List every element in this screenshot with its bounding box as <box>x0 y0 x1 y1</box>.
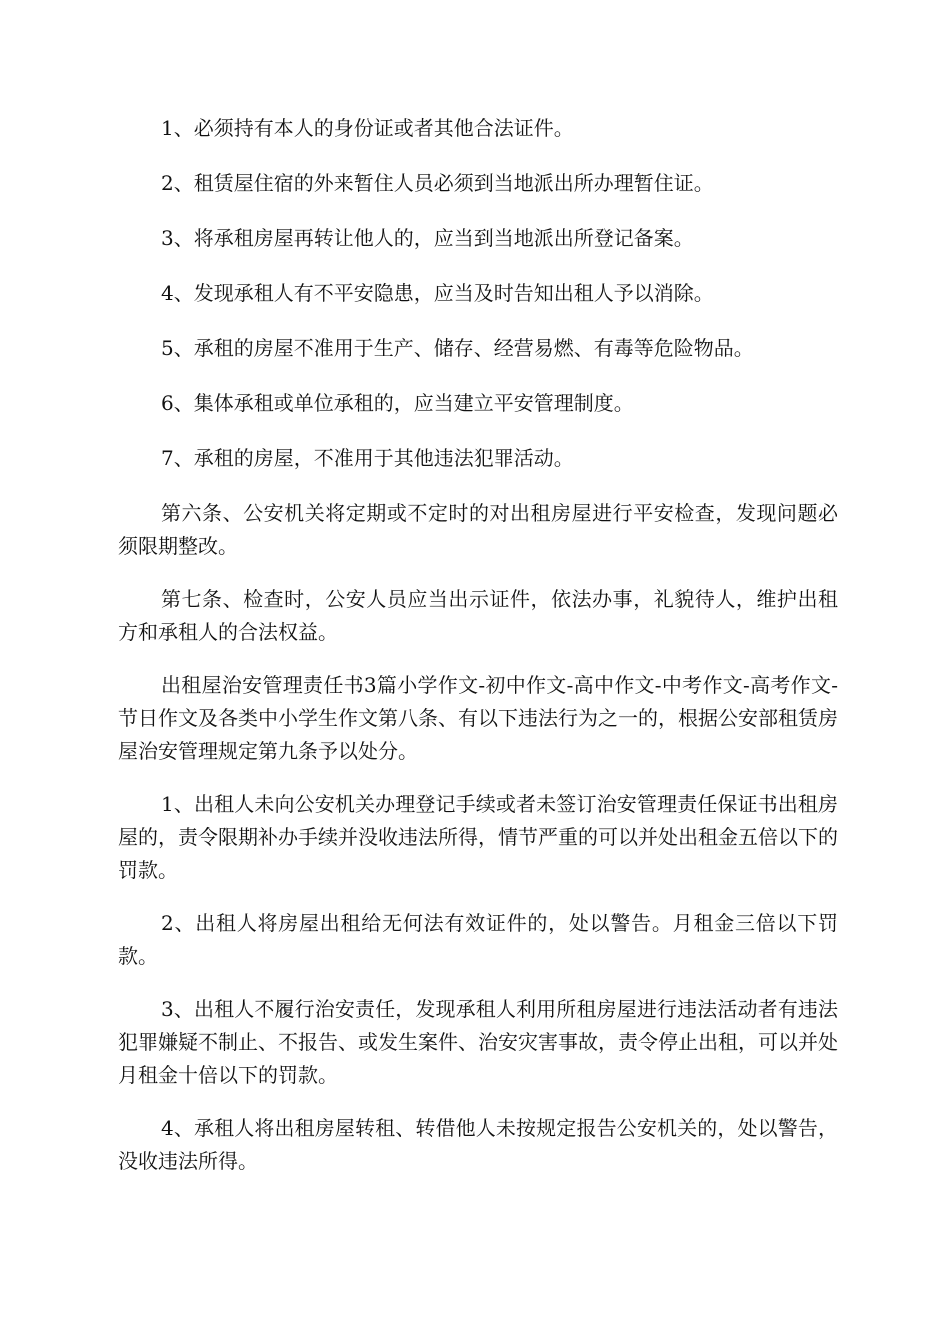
penalty-1: 1、出租人未向公安机关办理登记手续或者未签订治安管理责任保证书出租房屋的，责令限期补办手续并没收违法所得，情节严重的可以并处出租金五倍以下的罚款。 <box>118 792 838 882</box>
tenant-rule-4: 4、发现承租人有不平安隐患，应当及时告知出租人予以消除。 <box>161 281 714 305</box>
article-6: 第六条、公安机关将定期或不定时的对出租房屋进行平安检查，发现问题必须限期整改。 <box>118 501 838 558</box>
tenant-rule-5: 5、承租的房屋不准用于生产、储存、经营易燃、有毒等危险物品。 <box>161 336 754 360</box>
tenant-rule-1: 1、必须持有本人的身份证或者其他合法证件。 <box>161 116 574 140</box>
article-8-intro: 出租屋治安管理责任书3篇小学作文-初中作文-高中作文-中考作文-高考作文-节日作文及各类中小学生作文第八条、有以下违法行为之一的，根据公安部租赁房屋治安管理规定第九条予以处分。 <box>118 673 838 763</box>
penalty-3: 3、出租人不履行治安责任，发现承租人利用所租房屋进行违法活动者有违法犯罪嫌疑不制止、不报告、或发生案件、治安灾害事故，责令停止出租，可以并处月租金十倍以下的罚款。 <box>118 997 838 1087</box>
tenant-rule-6: 6、集体承租或单位承租的，应当建立平安管理制度。 <box>161 391 634 415</box>
article-7: 第七条、检查时，公安人员应当出示证件，依法办事，礼貌待人，维护出租方和承租人的合法权益。 <box>118 587 838 644</box>
tenant-rule-2: 2、租赁屋住宿的外来暂住人员必须到当地派出所办理暂住证。 <box>161 171 714 195</box>
penalty-4: 4、承租人将出租房屋转租、转借他人未按规定报告公安机关的，处以警告，没收违法所得。 <box>118 1116 838 1173</box>
penalty-2: 2、出租人将房屋出租给无何法有效证件的，处以警告。月租金三倍以下罚款。 <box>118 911 838 968</box>
tenant-rule-3: 3、将承租房屋再转让他人的，应当到当地派出所登记备案。 <box>161 226 694 250</box>
tenant-rule-7: 7、承租的房屋，不准用于其他违法犯罪活动。 <box>161 446 574 470</box>
document-page <box>118 112 838 1198</box>
